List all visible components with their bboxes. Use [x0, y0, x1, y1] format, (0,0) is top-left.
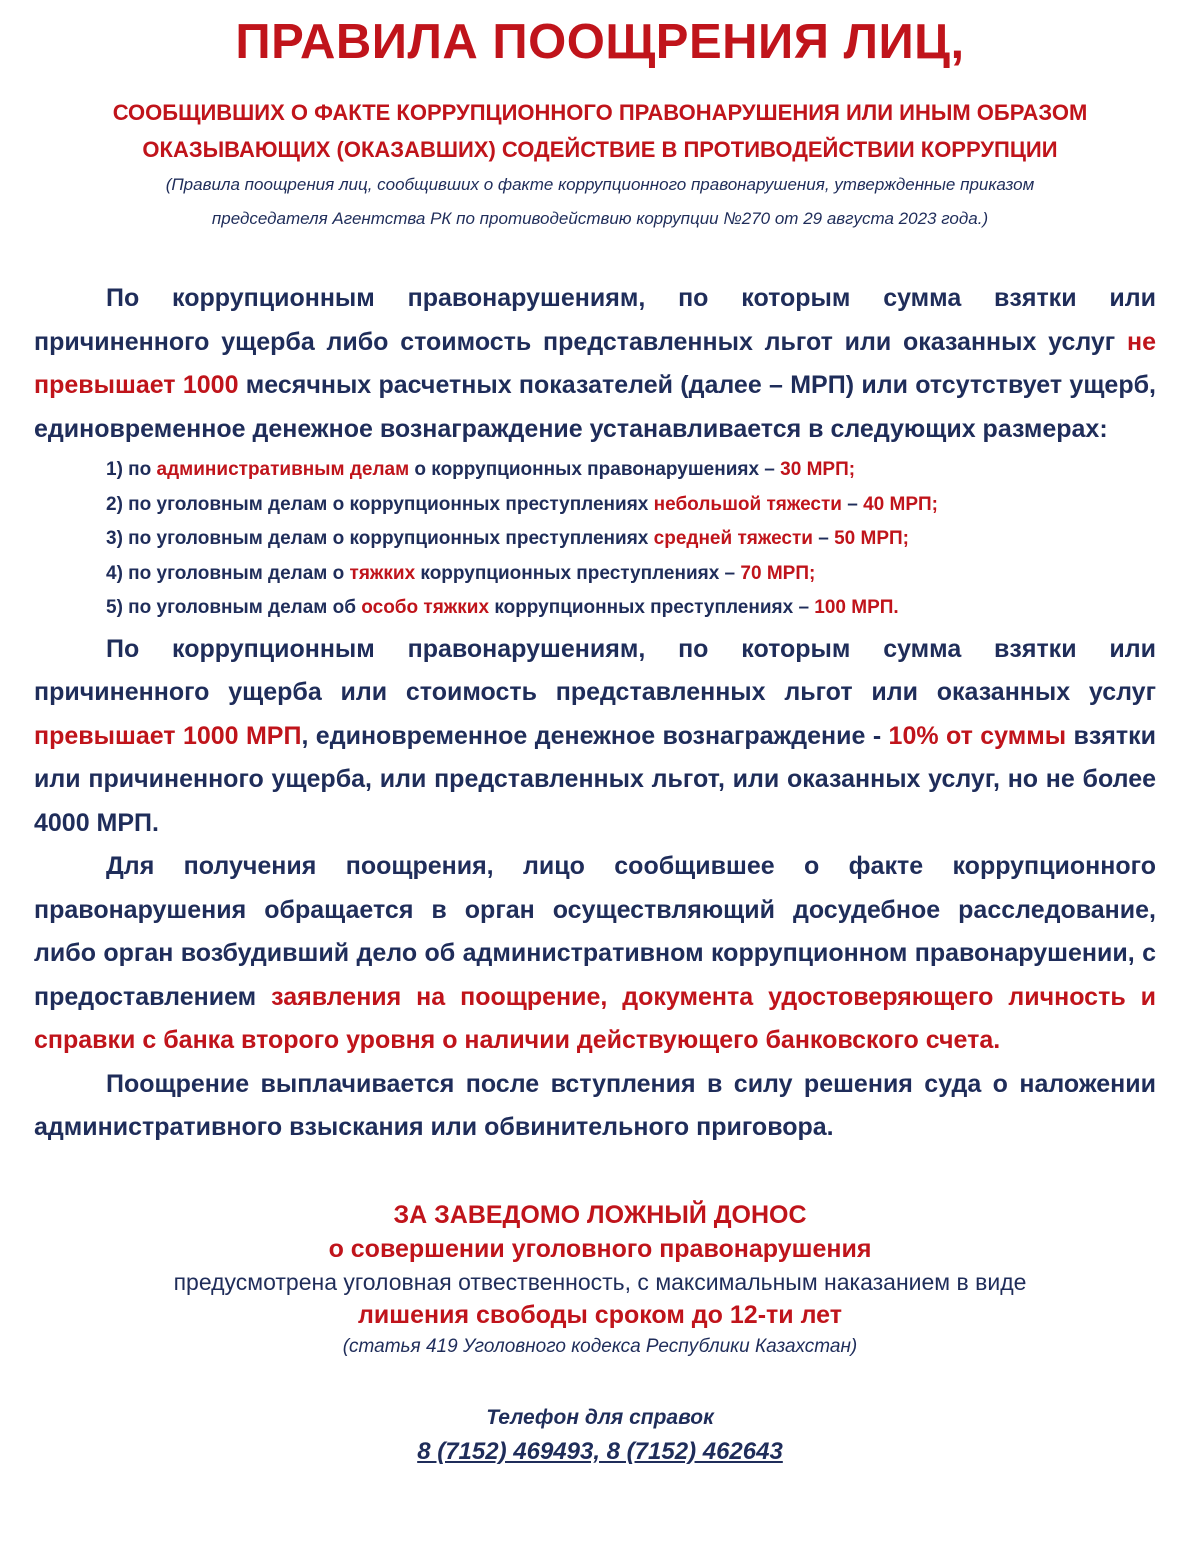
reward-paragraph-large — [34, 628, 1166, 846]
list-text: коррупционных преступлениях – — [489, 597, 815, 618]
warning-article: (статья 419 Уголовного кодекса Республики Казахстан) — [342, 1335, 858, 1357]
reward-list — [106, 453, 1166, 626]
procedure-paragraph — [34, 845, 1166, 1063]
list-highlight: особо тяжких — [361, 597, 490, 618]
page-subtitle — [34, 94, 1166, 168]
list-amount: 40 МРП; — [863, 493, 938, 515]
list-item — [106, 557, 1166, 592]
list-item — [106, 488, 1166, 523]
list-text: 5) по уголовным делам об — [106, 597, 362, 618]
p1-highlight-limit: не превышает 1000 — [34, 327, 1156, 399]
warning-subtitle: о совершении уголовного правонарушения — [328, 1234, 872, 1263]
list-amount: 100 МРП. — [814, 597, 899, 618]
list-amount: 50 МРП; — [834, 528, 909, 549]
list-text: 4) по уголовным делам о — [106, 562, 350, 584]
p3-highlight-documents: заявления на поощрение, документа удостоверяющего личность и справки с банка второго уровня о наличии действующего банковского счета. — [34, 982, 1156, 1054]
p2-text-e: взятки или причиненного ущерба, или представленных льгот, или оказанных услуг, но не более 4000 МРП. — [34, 721, 1157, 837]
payment-paragraph: Поощрение выплачивается после вступления в силу решения суда о наложении административного взыскания или обвинительного приговора. — [34, 1069, 1156, 1141]
false-report-warning — [34, 1198, 1166, 1362]
subtitle-line-2: ОКАЗЫВАЮЩИХ (ОКАЗАВШИХ) СОДЕЙСТВИЕ В ПРОТИВОДЕЙСТВИИ КОРРУПЦИИ — [142, 137, 1058, 162]
phone-numbers[interactable]: 8 (7152) 469493, 8 (7152) 462643 — [417, 1437, 783, 1465]
source-line-2: председателя Агентства РК по противодействию коррупции №270 от 29 августа 2023 года.) — [211, 209, 989, 228]
list-text: 3) по уголовным делам о коррупционных преступлениях — [106, 528, 654, 549]
contact-block — [34, 1402, 1166, 1470]
list-item — [106, 591, 1166, 626]
list-item — [106, 453, 1166, 488]
list-highlight: небольшой тяжести — [653, 493, 842, 515]
p2-text-c: , единовременное денежное вознаграждение - — [301, 721, 889, 750]
warning-text: предусмотрена уголовная отвественность, с максимальным наказанием в виде — [173, 1268, 1027, 1295]
list-text: 2) по уголовным делам о коррупционных преступлениях — [106, 493, 654, 515]
list-highlight: административным делам — [156, 459, 410, 480]
list-text: о коррупционных правонарушениях – — [409, 459, 781, 480]
list-highlight: тяжких — [349, 562, 416, 584]
source-line-1: (Правила поощрения лиц, сообщивших о факте коррупционного правонарушения, утвержденные приказом — [165, 175, 1035, 194]
source-reference — [34, 168, 1166, 236]
subtitle-line-1: СООБЩИВШИХ О ФАКТЕ КОРРУПЦИОННОГО ПРАВОНАРУШЕНИЯ ИЛИ ИНЫМ ОБРАЗОМ — [112, 100, 1088, 125]
list-text: – — [812, 528, 835, 549]
list-highlight: средней тяжести — [653, 528, 813, 549]
list-text: коррупционных преступлениях – — [415, 562, 741, 584]
list-amount: 70 МРП; — [740, 562, 816, 584]
p1-text-a: По коррупционным правонарушениям, по которым сумма взятки или причиненного ущерба либо стоимость представленных льгот или оказанных услуг — [34, 284, 1156, 356]
page-title: ПРАВИЛА ПООЩРЕНИЯ ЛИЦ, — [235, 15, 965, 69]
list-text: – — [841, 493, 864, 515]
list-item — [106, 522, 1166, 557]
p2-highlight-limit: превышает 1000 МРП — [34, 721, 302, 750]
p2-highlight-percent: 10% от суммы — [888, 721, 1067, 750]
p1-text-c: месячных расчетных показателей (далее – МРП) или отсутствует ущерб, единовременное денежное вознаграждение устанавливается в следующих размерах: — [34, 371, 1156, 443]
p3-text-a: Для получения поощрения, лицо сообщившее о факте коррупционного правонарушения обращается в орган осуществляющий досудебное расследование, либо орган возбудивший дело об административном коррупционном правонарушении, с предоставлением — [34, 852, 1156, 1011]
p2-text-a: По коррупционным правонарушениям, по которым сумма взятки или причиненного ущерба или стоимость представленных льгот или оказанных услуг — [34, 634, 1156, 706]
poster — [0, 14, 1186, 1566]
warning-title: ЗА ЗАВЕДОМО ЛОЖНЫЙ ДОНОС — [393, 1200, 807, 1229]
reward-paragraph-small — [34, 277, 1166, 451]
list-amount: 30 МРП; — [780, 459, 856, 480]
phone-label: Телефон для справок — [486, 1405, 714, 1429]
warning-penalty: лишения свободы сроком до 12-ти лет — [358, 1300, 842, 1329]
list-text: 1) по — [106, 459, 157, 480]
